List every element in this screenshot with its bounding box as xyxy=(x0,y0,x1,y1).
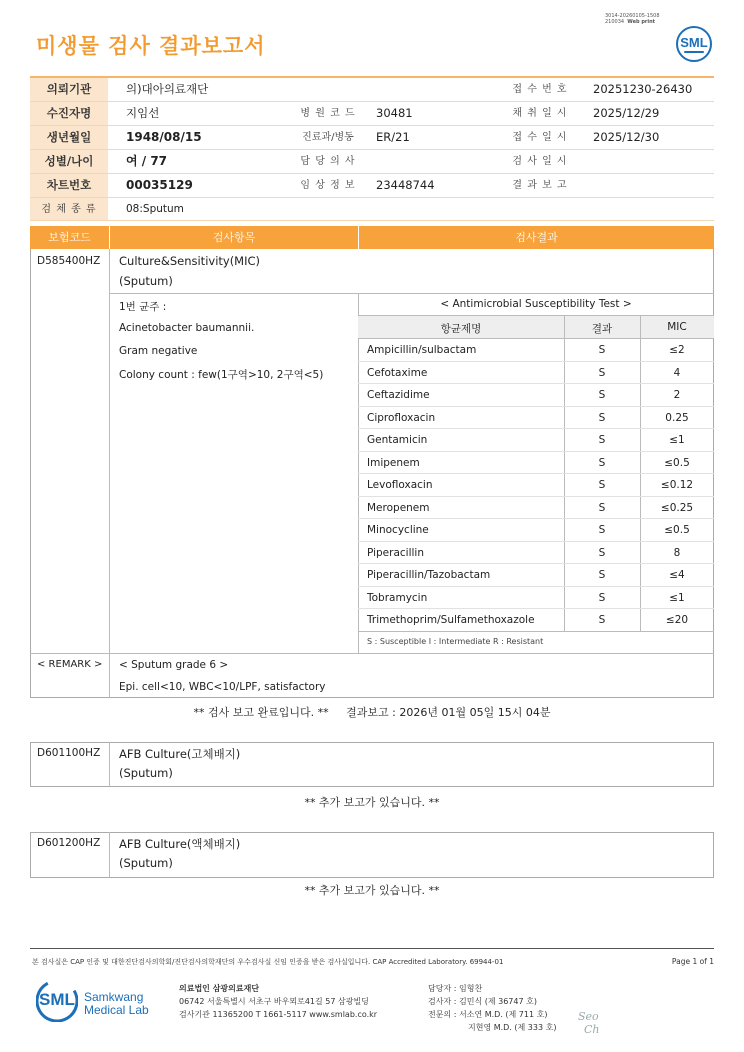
culture-name: Culture&Sensitivity(MIC) xyxy=(119,254,261,268)
hospital-code-label: 병 원 코 드 xyxy=(300,108,356,119)
ast-mic: ≤20 xyxy=(665,614,689,626)
culture-code: D585400HZ xyxy=(37,255,101,267)
afb-solid-specimen: (Sputum) xyxy=(119,766,173,780)
ast-drug: Gentamicin xyxy=(367,434,428,446)
info-row xyxy=(30,150,714,174)
afb-solid-code: D601100HZ xyxy=(37,747,101,759)
clinical-value: 23448744 xyxy=(376,178,435,192)
remark-label: < REMARK > xyxy=(37,659,103,670)
ast-result: S xyxy=(598,389,606,401)
request-no-value: 20251230-26430 xyxy=(593,82,693,96)
test-date-label: 검 사 일 시 xyxy=(512,156,568,167)
afb-liquid-name: AFB Culture(액체배지) xyxy=(119,837,241,851)
hospital-code-value: 30481 xyxy=(376,106,413,120)
page-number: Page 1 of 1 xyxy=(671,957,714,966)
header-code: 보험코드 xyxy=(48,231,91,244)
divider xyxy=(109,293,714,294)
ast-result: S xyxy=(598,434,606,446)
collect-date-value: 2025/12/29 xyxy=(593,106,660,120)
results-section xyxy=(30,226,714,946)
ast-row xyxy=(358,609,714,632)
sex-age-label: 성별/나이 xyxy=(30,150,108,173)
ast-result: S xyxy=(598,524,606,536)
ast-drug: Piperacillin/Tazobactam xyxy=(367,569,491,581)
ast-drug: Ciprofloxacin xyxy=(367,411,436,424)
sml-footer-logo-text: SML xyxy=(39,990,75,1009)
ast-result: S xyxy=(598,546,606,559)
sex-age-value: 여 / 77 xyxy=(126,154,168,168)
tester-label: 검사자 : xyxy=(428,997,457,1006)
afb-liquid-code: D601200HZ xyxy=(37,837,101,849)
ast-result: S xyxy=(598,614,606,626)
ast-row xyxy=(358,339,714,362)
ast-drug: Tobramycin xyxy=(367,591,428,604)
ast-title: < Antimicrobial Susceptibility Test > xyxy=(440,298,632,310)
print-meta-line1: 3014-20260105-1508 xyxy=(605,13,660,19)
specimen-value: 08:Sputum xyxy=(126,203,184,215)
footer-divider xyxy=(30,948,714,949)
remark-line1: < Sputum grade 6 > xyxy=(119,659,229,671)
signature-2: Ch xyxy=(584,1023,600,1036)
results-header xyxy=(30,226,714,249)
ast-result: S xyxy=(598,501,606,514)
sml-footer-logo xyxy=(36,980,78,1022)
collect-date-label: 채 취 일 시 xyxy=(512,108,568,119)
web-print-label: Web print xyxy=(627,19,656,25)
ast-row xyxy=(358,407,714,430)
ast-drug: Cefotaxime xyxy=(367,366,428,379)
remark-line2: Epi. cell<10, WBC<10/LPF, satisfactory xyxy=(119,681,326,693)
culture-specimen: (Sputum) xyxy=(119,274,173,288)
print-meta xyxy=(605,13,660,25)
afb-solid-note: ** 추가 보고가 있습니다. ** xyxy=(304,796,440,809)
org-info xyxy=(179,982,377,1021)
specialist2-name: 지현영 M.D. (제 333 호) xyxy=(468,1023,557,1032)
ast-result: S xyxy=(598,569,606,581)
ast-row xyxy=(358,519,714,542)
ast-row xyxy=(358,384,714,407)
patient-info-table xyxy=(30,76,714,221)
ast-drug: Minocycline xyxy=(367,524,429,536)
ast-col-result: 결과 xyxy=(591,323,613,335)
ast-col-mic: MIC xyxy=(667,321,687,333)
doctor-value xyxy=(376,150,486,173)
org-name: 의료법인 삼광의료재단 xyxy=(179,984,260,993)
ast-mic: 4 xyxy=(673,366,681,379)
signature-1: Seo xyxy=(578,1010,599,1023)
ast-result: S xyxy=(598,411,606,424)
afb-solid-name: AFB Culture(고체배지) xyxy=(119,747,241,761)
ast-col-drug: 항균제명 xyxy=(440,323,482,335)
ast-drug: Piperacillin xyxy=(367,546,424,559)
brand-line1: Samkwang xyxy=(84,990,144,1004)
ast-row xyxy=(358,429,714,452)
brand-line2: Medical Lab xyxy=(84,1003,149,1017)
colony-count: Colony count : few(1구역>10, 2구역<5) xyxy=(119,369,324,381)
gram-stain: Gram negative xyxy=(119,345,198,357)
ast-drug: Ceftazidime xyxy=(367,389,430,401)
info-row xyxy=(30,102,714,126)
ast-drug: Levofloxacin xyxy=(367,479,433,491)
doctor-label: 담 당 의 사 xyxy=(300,156,356,167)
print-code: 210034 xyxy=(605,19,625,25)
page-title: 미생물 검사 결과보고서 xyxy=(36,34,266,58)
ast-result: S xyxy=(598,366,606,379)
brand-name xyxy=(84,991,149,1017)
chart-label: 차트번호 xyxy=(30,174,108,197)
info-row xyxy=(30,174,714,198)
chart-value: 00035129 xyxy=(126,178,193,192)
org-address: 06742 서울특별시 서초구 바우뫼로41길 57 삼광빌딩 xyxy=(179,997,369,1006)
ast-result: S xyxy=(598,456,606,469)
divider xyxy=(109,742,110,787)
report-label: 결 과 보 고 xyxy=(512,180,568,191)
afb-liquid-note: ** 추가 보고가 있습니다. ** xyxy=(304,884,440,897)
specialist1-name: 서소연 M.D. (제 711 호) xyxy=(458,1010,548,1019)
afb-liquid-specimen: (Sputum) xyxy=(119,856,173,870)
info-row xyxy=(30,126,714,150)
ast-mic: ≤0.5 xyxy=(664,524,690,536)
test-date-value xyxy=(593,150,713,173)
ast-mic: ≤4 xyxy=(669,569,685,581)
receipt-date-label: 접 수 일 시 xyxy=(512,132,568,143)
sml-logo xyxy=(676,26,712,62)
divider xyxy=(109,249,110,698)
manager-label: 담당자 : xyxy=(428,984,457,993)
manager-name: 임형찬 xyxy=(458,984,483,993)
ast-mic: ≤2 xyxy=(669,344,685,356)
ast-mic: 8 xyxy=(673,546,681,559)
report-value xyxy=(593,174,713,197)
dept-label: 진료과/병동 xyxy=(302,132,354,143)
institution-label: 의뢰기관 xyxy=(30,78,108,101)
ast-row xyxy=(358,587,714,610)
patient-label: 수진자명 xyxy=(30,102,108,125)
ast-drug: Meropenem xyxy=(367,501,430,514)
info-row xyxy=(30,78,714,102)
ast-result: S xyxy=(598,479,606,491)
ast-row xyxy=(358,497,714,520)
request-no-label: 접 수 번 호 xyxy=(512,84,568,95)
birth-value: 1948/08/15 xyxy=(126,130,202,144)
clinical-label: 임 상 정 보 xyxy=(300,180,356,191)
ast-mic: ≤1 xyxy=(669,591,685,604)
ast-header-row xyxy=(358,316,714,338)
specialist-label: 전문의 : xyxy=(428,1010,457,1019)
ast-legend: S : Susceptible I : Intermediate R : Resistant xyxy=(367,637,544,646)
ast-result: S xyxy=(598,344,606,356)
ast-mic: ≤0.5 xyxy=(664,456,690,469)
info-row xyxy=(30,198,714,221)
dept-value: ER/21 xyxy=(376,130,410,144)
ast-mic: 2 xyxy=(673,389,681,401)
birth-label: 생년월일 xyxy=(30,126,108,149)
header-item: 검사항목 xyxy=(109,226,358,249)
institution-value: 의)대아의료재단 xyxy=(126,82,209,96)
divider xyxy=(109,832,110,878)
sml-logo-text: SML xyxy=(680,35,708,50)
ast-result: S xyxy=(598,591,606,604)
receipt-date-value: 2025/12/30 xyxy=(593,130,660,144)
ast-row xyxy=(358,474,714,497)
ast-row xyxy=(358,452,714,475)
org-contact: 검사기관 11365200 T 1661-5117 www.smlab.co.kr xyxy=(179,1010,378,1019)
ast-row xyxy=(358,362,714,385)
ast-mic: ≤1 xyxy=(669,434,685,446)
ast-mic: ≤0.12 xyxy=(660,479,694,491)
header-result: 검사결과 xyxy=(358,226,714,249)
ast-drug: Trimethoprim/Sulfamethoxazole xyxy=(367,614,535,626)
report-done-status: ** 검사 보고 완료입니다. ** 결과보고 : 2026년 01월 05일 15시 04분 xyxy=(193,706,551,719)
print-meta-line2 xyxy=(605,19,660,25)
ast-mic: 0.25 xyxy=(665,411,689,424)
ast-row xyxy=(358,542,714,565)
staff-info xyxy=(428,982,556,1034)
organism-label: 1번 균주 : xyxy=(119,301,167,313)
patient-value: 지임선 xyxy=(126,106,160,120)
organism-name: Acinetobacter baumannii. xyxy=(119,322,255,334)
divider xyxy=(30,653,714,654)
specimen-label: 검 체 종 류 xyxy=(30,198,108,220)
cap-note: 본 검사실은 CAP 인증 및 대한진단검사의학회/진단검사의학재단의 우수검사실 신임 인증을 받은 검사실입니다. CAP Accredited Laboratory. 69944-01 xyxy=(32,958,504,966)
ast-mic: ≤0.25 xyxy=(660,501,694,514)
tester-name: 김민식 (제 36747 호) xyxy=(458,997,537,1006)
ast-drug: Imipenem xyxy=(367,456,420,469)
ast-drug: Ampicillin/sulbactam xyxy=(367,344,477,356)
ast-row xyxy=(358,564,714,587)
sml-logo-underline xyxy=(684,51,704,53)
